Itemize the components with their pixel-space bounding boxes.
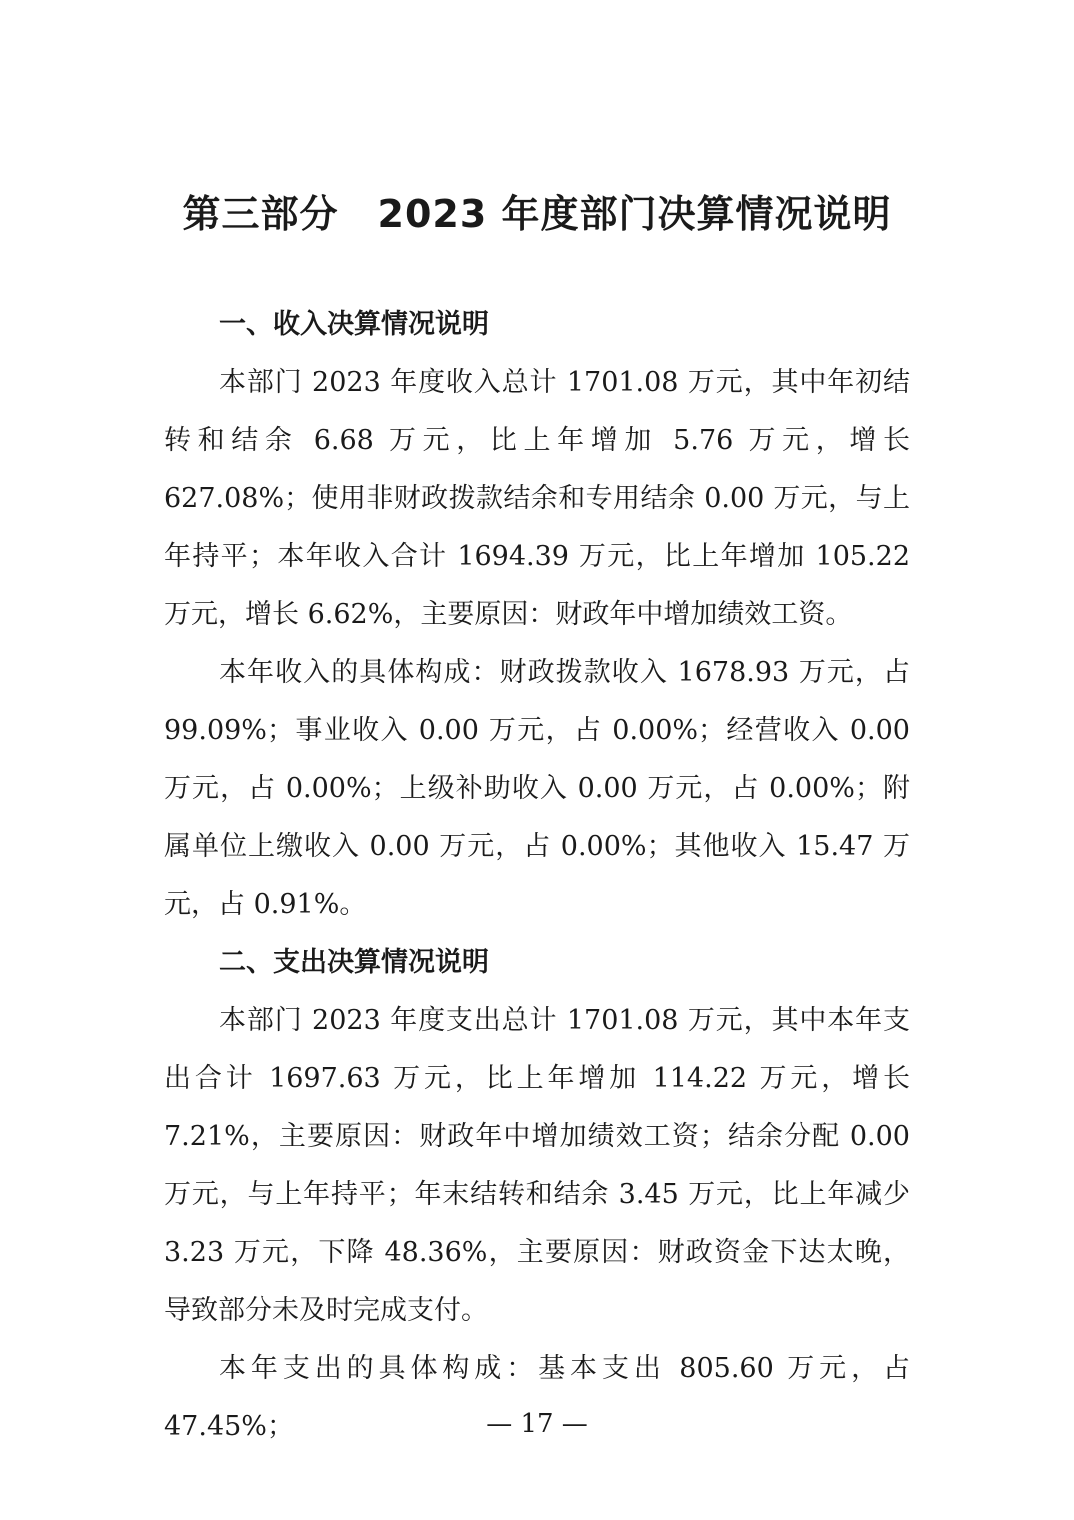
section-heading-income: 一、收入决算情况说明 [219, 309, 489, 340]
page-title: 第三部分 2023 年度部门决算情况说明 [182, 192, 892, 236]
section-heading-expenditure: 二、支出决算情况说明 [219, 947, 489, 978]
income-paragraph-1: 本部门 2023 年度收入总计 1701.08 万元，其中年初结转和结余 6.68 万元，比上年增加 5.76 万元，增长 627.08%；使用非财政拨款结余和专用结余 0.00 万元，与上年持平；本年收入合计 1694.39 万元，比上年增加 105.22 万元，增长 6.62%，主要原因：财政年中增加绩效工资。 [164, 367, 910, 630]
income-paragraph-2: 本年收入的具体构成：财政拨款收入 1678.93 万元，占 99.09%；事业收入 0.00 万元，占 0.00%；经营收入 0.00 万元，占 0.00%；上级补助收入 0.00 万元，占 0.00%；附属单位上缴收入 0.00 万元，占 0.00%；其他收入 15.47 万元，占 0.91%。 [164, 657, 910, 920]
page-number: — 17 — [486, 1409, 588, 1439]
expenditure-paragraph-2: 本年支出的具体构成：基本支出 805.60 万元，占 47.45%； [164, 1353, 910, 1442]
document-body [164, 296, 910, 1456]
expenditure-paragraph-1: 本部门 2023 年度支出总计 1701.08 万元，其中本年支出合计 1697.63 万元，比上年增加 114.22 万元，增长 7.21%，主要原因：财政年中增加绩效工资；结余分配 0.00 万元，与上年持平；年末结转和结余 3.45 万元，比上年减少 3.23 万元，下降 48.36%，主要原因：财政资金下达太晚，导致部分未及时完成支付。 [164, 1005, 910, 1326]
